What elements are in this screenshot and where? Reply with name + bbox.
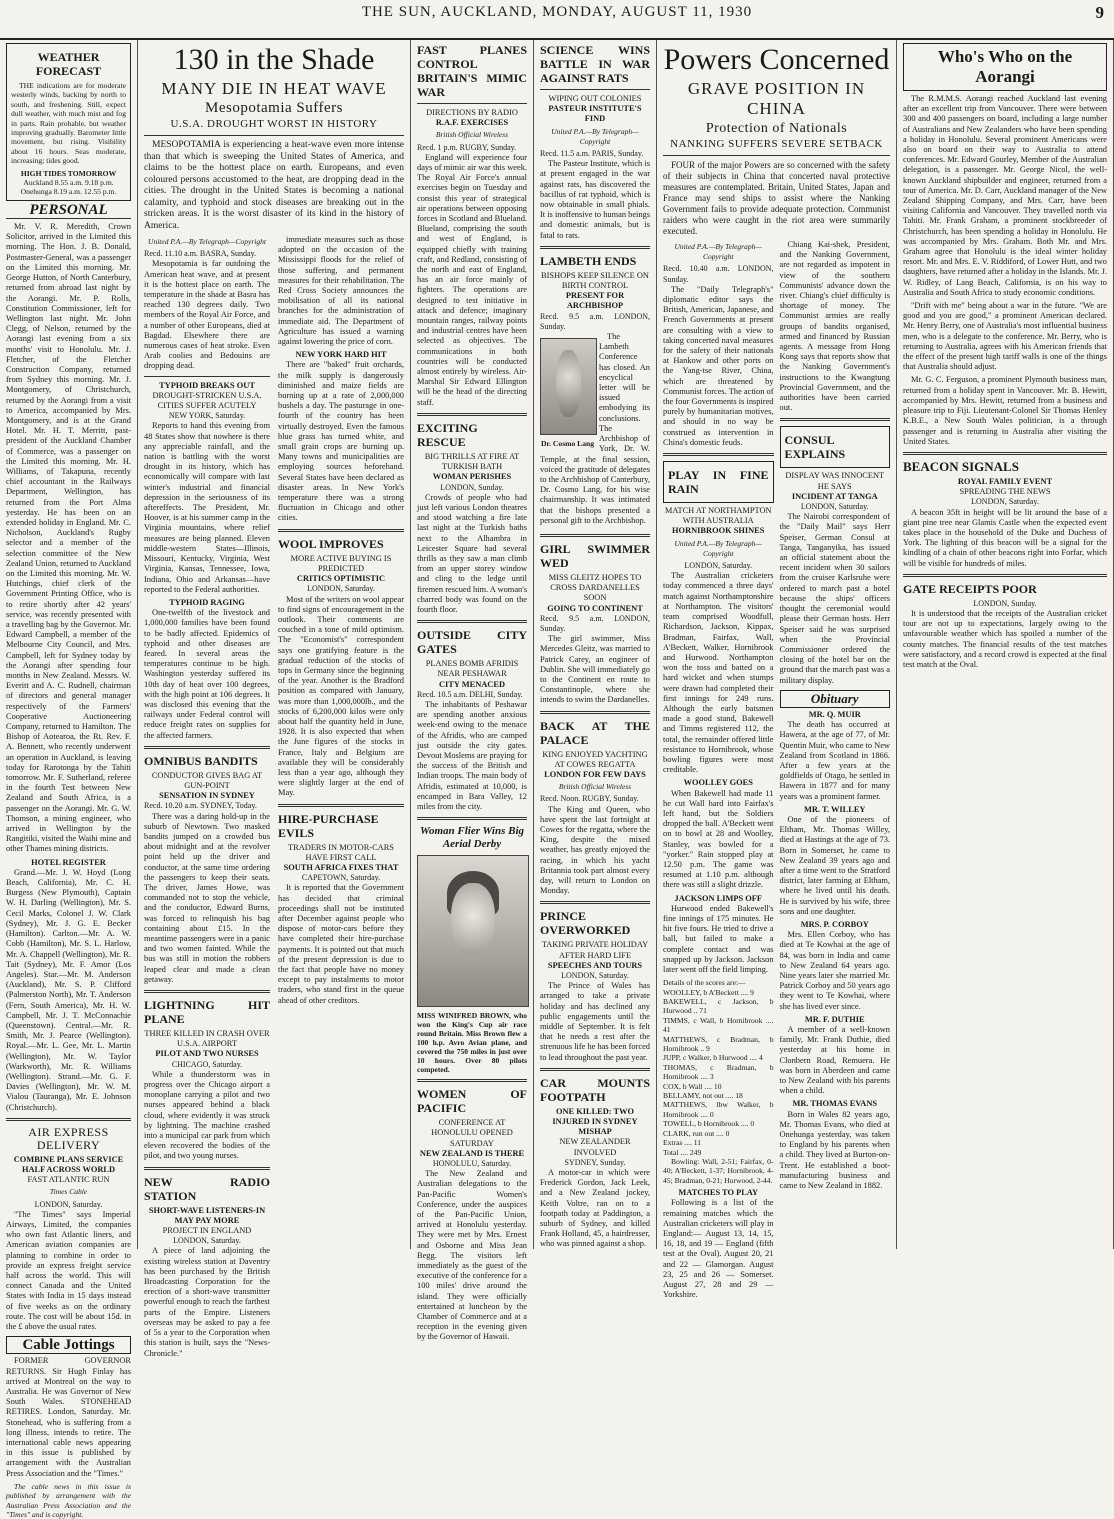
weather-box [6, 43, 131, 201]
muir-head: MR. Q. MUIR [808, 709, 861, 719]
pacific-text: The New Zealand and Australian delegations to the Pan-Pacific Women's Conference, under the auspices of the Pan-Pacific Union, arrived at Honolulu yesterday. They were met by Mrs. Ernest and Osborne and Miss Jean Begg. The visitors left immediately as the guest of the executive of the conference for a 100 miles' drive around the island. They were officially entertained at luncheon by the Chamber of Commerce and at a reception in the evening given by the Governor of Hawaii. [417, 1169, 527, 1342]
column-1 [0, 40, 138, 1519]
car-head: CAR MOUNTS FOOTPATH [540, 1075, 650, 1104]
planes-sub: DIRECTIONS BY RADIO [426, 108, 518, 117]
prince-text: The Prince of Wales has arranged to take a private holiday and has declined any public engagements until the middle of September. It is felt that he needs a rest after the strenuous life he has been forced to lead throughout the past year. [540, 981, 650, 1062]
heat-columns [144, 235, 404, 1362]
divider [540, 534, 650, 537]
divider [540, 89, 650, 90]
pacific-dateline: HONOLULU, Saturday. [432, 1159, 512, 1168]
divider [417, 817, 527, 820]
rescue-text: Crowds of people who had just left various London theatres and stood watching a fire late last night at the Turkish baths next to the Alhambra in Leicester Square had several thrills as they saw a man climb from an upper storey window and cling to the ledge until firemen rescued him. A woman's charred body was found on the fourth floor. [417, 492, 527, 614]
powers-subhead-3: NANKING SUFFERS SEVERE SETBACK [670, 138, 883, 150]
duthie-head: MR. F. DUTHIE [804, 1014, 865, 1024]
score-line: MATTHEWS, lbw Walker, b Hornibrook .... 0 [663, 1100, 774, 1119]
planes-dateline: Recd. 1 p.m. RUGBY, Sunday. [417, 142, 517, 152]
pacific-sub2: NEW ZEALAND IS THERE [419, 1148, 525, 1158]
divider [144, 376, 270, 377]
air-sub2: FAST ATLANTIC RUN [27, 1175, 110, 1185]
corboy-text: Mrs. Ellen Corboy, who has died at Te Kowhai at the age of 84, was born in India and came to New Zealand 64 years ago. Nine years later she married Mr. Patrick Corboy and 50 years ago they went to Te Kowhai, where she has lived ever since. [779, 930, 890, 1011]
powers-left [663, 240, 774, 1303]
divider [6, 1118, 131, 1121]
wool-sub: MORE ACTIVE BUYING IS PREDICTED [290, 553, 392, 573]
heat-subhead-2: Mesopotamia Suffers [205, 100, 343, 116]
swim-dateline: Recd. 9.5 a.m. LONDON, Sunday. [540, 613, 650, 633]
lightning-head: LIGHTNING HIT PLANE [144, 998, 270, 1027]
powers-columns [663, 240, 890, 1303]
score-head: Details of the scores are:— [663, 978, 746, 988]
rescue-dateline: LONDON, Sunday. [440, 482, 504, 492]
powers-subhead: GRAVE POSITION IN CHINA [687, 79, 866, 118]
planes-byline: British Official Wireless [435, 130, 509, 140]
score-line: THOMAS, c Bradman, b Hornibrook .... 3 [663, 1062, 774, 1082]
lightning-text: While a thunderstorm was in progress over the Chicago airport a monoplane carrying a pilot and two nurses appeared behind a black cloud, where evidently it was struck by lightning. The machine crashed into a municipal car park from which eleven recovered the bodies of the pilot, and two young nurses. [144, 1069, 270, 1161]
tides-line-2: Onehunga 8.19 a.m. 12.55 p.m. [20, 187, 117, 197]
rats-text: The Pasteur Institute, which is at present engaged in the war against rats, has discovered the bacillus of rat typhoid, which is now obtainable in small phials. It is inoffensive to human beings and domestic animals, but is fatal to rats. [540, 159, 650, 240]
lightning-sub2: PILOT AND TWO NURSES [155, 1049, 259, 1059]
air-dateline: LONDON, Saturday. [34, 1199, 103, 1209]
radio-sub2: PROJECT IN ENGLAND [162, 1226, 252, 1236]
air-title: AIR EXPRESS DELIVERY [28, 1124, 109, 1152]
divider [417, 620, 527, 623]
lang-photo [540, 338, 597, 435]
rain-head: PLAY IN FINE RAIN [668, 468, 769, 497]
typhoid-head: TYPHOID BREAKS OUT [159, 380, 255, 390]
rescue-sub: BIG THRILLS AT FIRE AT TURKISH BATH [424, 451, 520, 472]
pacific-head: WOMEN OF PACIFIC [417, 1087, 527, 1116]
score-line: CLARK, run out .... 0 [663, 1128, 730, 1138]
omnibus-sub2: SENSATION IN SYDNEY [159, 791, 255, 801]
wool-dateline: LONDON, Saturday. [307, 584, 375, 594]
rain-box [663, 461, 774, 503]
woolley-text: When Bakewell had made 11 he cut Wall hard into Fairfax's left hand, but the Soldiers dropped the ball. A'Beckett went on to bowl at 28 and Woolley, Stanley, was bowled for a "yorker." Rain stopped play at 12.50 p.m. The game was resumed at 1.10 p.m. although there was still a slight drizzle. [663, 788, 774, 890]
gate-head: GATE RECEIPTS POOR [903, 581, 1037, 596]
wool-head: WOOL IMPROVES [278, 536, 384, 551]
corboy-head: MRS. P. CORBOY [800, 919, 869, 929]
heat-subhead-3: U.S.A. DROUGHT WORST IN HISTORY [170, 118, 378, 130]
personal-text: Mr. V. R. Meredith, Crown Solicitor, arrived in the Limited this morning. The Hon. J. B. Donald, Postmaster-General, was a passenger on the Limited this morning. Mr. George Hutton, of North Canterbury, returned from abroad last night by the Aorangi. Mr. P. Rolls, Constitution Commissioner, left for Wellington last night. Mr. John Clegg, of Nelson, returned by the Aorangi last evening from a six months' visit to Honolulu. Mr. J. Fletcher, of the Fletcher Construction Company, returned from Sydney this morning. Mr. J. Montgomery, of Christchurch, returned by the Aorangi from a visit to America, accompanied by Mrs. Montgomery, and is at the Grand Hotel. Mr. H. T. Merritt, past-president of the Auckland Chamber of Commerce, was a passenger on the Limited this morning. Mr. H. Williams, of Takapuna, recently chief accountant in the Railways Department, Wellington, has returned from the Port Alma yesterday. He has been on an extended holiday in England. Mr. C. Nicholson, Auckland's Rugby selector and a member of the selection committee of the New Zealand Union, returned to Auckland on the Limited this morning. Mr. W. Hutchings, chief clerk of the Government Printing Office, who is to retire shortly after 42 years' service, was recently presented with a travelling bag by the Governor. Mr. Edward Campbell, a member of the Melbourne City Council, and Mrs. Campbell, left for Sydney today by the Aorangi after spending four months in New Zealand. Messrs. W. Everitt and A. C. Rudnell, chairman of directors and general manager respectively of the Farmers' Cooperative Auctioneering Company, returned to Hamilton. The Bishop of Aotearoa, the Rt. Rev. F. A. Bennett, who recently underwent an operation in Auckland, is leaving today for Rarotonga by the Tahiti tomorrow. Mr. F. Sutherland, referee in the fourth Test between New Zealand and South Africa, is a passenger on the Aorangi. Mr. G. W. Thomson, a mining engineer, who arrived in Wellington by the Rangitiki, visited the Waihi mine and other Thames mining districts. [6, 222, 131, 854]
score-line: Extras .... 11 [663, 1138, 702, 1148]
heat-subhead: MANY DIE IN HEAT WAVE [161, 79, 387, 98]
prince-sub: TAKING PRIVATE HOLIDAY AFTER HARD LIFE [541, 940, 649, 960]
woolley-head: WOOLLEY GOES [683, 778, 753, 788]
page-number: 9 [1095, 3, 1104, 22]
beacon-dateline: LONDON, Saturday. [971, 497, 1039, 507]
rain-sub: MATCH AT NORTHAMPTON WITH AUSTRALIA [664, 506, 772, 526]
aorangi-title: Who's Who on the Aorangi [903, 43, 1107, 91]
rescue-sub2: WOMAN PERISHES [432, 472, 512, 482]
divider [540, 1068, 650, 1071]
evans-head: MR. THOMAS EVANS [792, 1099, 878, 1109]
column-6 [897, 40, 1114, 1249]
palace-text: The King and Queen, who have spent the last fortnight at Cowes for the regatta, where the King, despite the mixed weather, has greatly enjoyed the racing, in which his yacht Britannia took part almost every day, will return to London on Monday. [540, 804, 650, 896]
swim-sub: MISS GLEITZ HOPES TO CROSS DARDANELLES SOON [548, 572, 642, 603]
heat-left [144, 235, 270, 1362]
weather-title: WEATHER FORECAST [35, 50, 102, 78]
score-line: JUPP, c Walker, b Hurwood .... 4 [663, 1053, 763, 1063]
rain-text: The Australian cricketers today commenced a three days' match against Northamptonshire at Northampton. The visitors' team comprised Woodfull, Richardson, Jackson, Kippax, Bradman, Fairfax, Wall, A'Beckett, Walker, Hornibrook and Hurwood. Northampton won the toss and batted on a hard wicket and when stumps were drawn had completed their first innings for 249 runs. Although the early batsmen made a good stand, Bakewell and Timms registered 112, the total, the remainder offered little resistance to Hornibrook, whose bowling figures were most creditable. [663, 571, 774, 775]
rain-dateline: LONDON, Saturday. [684, 561, 753, 571]
divider [144, 1167, 270, 1170]
radio-dateline: LONDON, Saturday. [173, 1236, 241, 1246]
masthead [0, 0, 1114, 40]
willey-head: MR. T. WILLEY [804, 804, 866, 814]
aorangi-text: The R.M.M.S. Aorangi reached Auckland last evening after an excellent trip from Vancouver. There were between 300 and 400 passengers on board, including a large number of Australians and New Zealanders who have been spending a holiday in Honolulu. Several prominent Americans were also on board on their way to Australia to attend conferences. Mr. Edward Gourley, Member of the Australian delegation, is a passenger. Mr. George Nicol, the well-known Auckland shipbuilder and engineer, returned from a tour of America. Mr. D. Carr, Auckland manager of the New Zealand Shipping Company, and Mrs. Carr, have been visiting California and Vancouver. They travelled north via Tahiti. Mr. Frank Graham, a prominent stockbreeder of Christchurch, has been spending a holiday in Honolulu. He was accompanied by Mrs. Graham. Both Mr. and Mrs. Graham agree that Honolulu is the ideal winter holiday resort. Mr. and Mrs. E. V. Riddiford, of Lower Hutt, and two daughters, have returned after a holiday in the Islands. Mr. J. W. Ridley, of Lang Beach, California, is on his way to Australia and South Africa to study economic conditions. [903, 94, 1107, 297]
heat-right-sub: NEW YORK HARD HIT [295, 350, 387, 360]
beacon-head: BEACON SIGNALS [903, 458, 1019, 474]
fixtures-head: MATCHES TO PLAY [678, 1188, 759, 1198]
beacon-text: A beacon 35ft in height will be lit around the base of a giant pine tree near Glamis Castle when the expected event takes place in the household of the Duke and Duchess of York. The lighting of this beacon will be a signal for the kindling of a chain of other beacons right into Forfar, which will be visible for hundreds of miles. [903, 507, 1107, 568]
masthead-title: THE SUN, AUCKLAND, MONDAY, AUGUST 11, 1930 [361, 4, 753, 20]
powers-subhead-2: Protection of Nationals [705, 121, 848, 136]
planes-head: FAST PLANES CONTROL BRITAIN'S MIMIC WAR [417, 43, 527, 99]
gates-dateline: Recd. 10.5 a.m. DELHI, Sunday. [417, 689, 523, 699]
fever-text: One-twelfth of the livestock and 1,000,000 families have been found to be badly affected. Epidemics of typhoid and other diseases are feared. In several areas the temperatures continue to be high. Washington yesterday suffered its 10th day of heat over 100 degrees, with the high point at 106 degrees. It was disclosed this evening that the railways under Federal control will reduce freight rates on supplies for the affected farmers. [144, 608, 270, 740]
hotel-head: HOTEL REGISTER [31, 857, 106, 867]
column-5 [657, 40, 897, 1300]
swim-head: GIRL SWIMMER WED [540, 541, 650, 570]
fixtures-text: Following is a list of the remaining matches which the Australian cricketers will play in England:— August 13, 14, 15, 16, 18, and 19 — England (fifth test at the Oval). August 20, 21 and 22 — Glamorgan. August 23, 25 and 26 — Somerset. August 27, 28 and 29 — Yorkshire. [663, 1198, 774, 1300]
divider [903, 574, 1107, 577]
powers-right [780, 240, 891, 1303]
flier-caption: MISS WINIFRED BROWN, who won the King's Cup air race round Britain. Miss Brown flew a 100 h.p. Avro Avian plane, and covered the 750 miles in just over 10 hours. Over 80 pilots competed. [417, 1011, 527, 1075]
obit-head: Obituary [780, 690, 891, 708]
prince-dateline: LONDON, Saturday. [561, 971, 629, 981]
ny-dateline: NEW YORK, Saturday. [168, 411, 246, 421]
omnibus-head: OMNIBUS BANDITS [144, 753, 258, 768]
gate-dateline: LONDON, Sunday. [973, 598, 1037, 608]
lambeth-sub2: PRESENT FOR ARCHBISHOP [565, 291, 625, 311]
divider [144, 746, 270, 749]
heat-lead: MESOPOTAMIA is experiencing a heat-wave even more intense than that which is sweeping the United States of America, and claims to be the hottest place on earth. Europeans, and even coloured persons accustomed to the heat, are dropping dead in the cities. The drought in the United States is becoming a national calamity, and typhoid and stock diseases are breaking out in the stricken areas. It is the worst disaster of its kind in the history of America. [144, 140, 404, 231]
powers-dateline: Recd. 10.40 a.m. LONDON, Sunday. [663, 264, 774, 284]
jackson-head: JACKSON LIMPS OFF [674, 893, 762, 903]
heat-byline: United P.A.—By Telegraph—Copyright [148, 237, 266, 246]
planes-text: England will experience four days of mimic air war this week. The Royal Air Force's annual exercises begin on Tuesday and consist this year of strategical air operations between opposing forces in Scotland and Blueland. Blueland, comprising the south and west of England, is equipped chiefly with training craft, and Redland, consisting of the north and east of England, has an air force mainly of fighters. The operations are designed to test initiative in attack and defence; imaginary mountain ranges, railway points and industrial centres have been selected as objectives. The communications in both countries will be conducted almost entirely by wireless. Air-Marshal Sir Edward Ellington will be the head of the directing staff. [417, 152, 527, 407]
aorangi-text-2: "Drift with me" being about a war in the future. "We are good and you are good," a prominent American declared. Mr. Henry Berry, one of Australia's most influential business men, who is a delegate to the conference. Mr. Berry, who is returning to Australia, agrees with his American friends that the effect of the present high tariff walls is one of the things that Australia should adjust. [903, 301, 1107, 372]
lang-face [556, 350, 580, 417]
score-line: COX, b Wall .... 10 [663, 1081, 722, 1091]
rain-byline: United P.A.—By Telegraph—Copyright [674, 538, 762, 558]
hire-dateline: CAPETOWN, Saturday. [301, 873, 381, 883]
planes-sub2: R.A.F. EXERCISES [435, 118, 509, 128]
divider [417, 103, 527, 104]
rats-byline: United P.A.—By Telegraph—Copyright [551, 126, 639, 146]
pacific-sub: CONFERENCE AT HONOLULU OPENED SATURDAY [431, 1118, 513, 1148]
palace-sub: KING ENJOYED YACHTING AT COWES REGATTA [542, 749, 648, 769]
gates-text: The inhabitants of Peshawar are spending another anxious week-end owing to the menace of the Afridis, who are camped just outside the city gates. Devout Moslems are praying for the success of the British and Indian troops. The main body of Afridis, estimated at 10,000, is encamped in Bara Valley, 12 miles from the city. [417, 699, 527, 811]
divider [417, 1079, 527, 1082]
lang-caption: Dr. Cosmo Lang [540, 439, 595, 449]
divider [144, 990, 270, 993]
divider [780, 418, 891, 421]
fever-head: TYPHOID RAGING [169, 597, 245, 607]
rats-sub: WIPING OUT COLONIES [548, 94, 642, 103]
lightning-sub: THREE KILLED IN CRASH OVER U.S.A. AIRPORT [144, 1029, 270, 1049]
duthie-text: A member of a well-known family, Mr. Frank Duthie, died yesterday at his home in Clonbern Road, Remuera. He was born in Aberdeen and came to New Zealand with his parents when a child. [779, 1025, 890, 1096]
flier-photo [417, 855, 529, 1007]
score-line: Total .... 249 [663, 1147, 702, 1157]
palace-head: BACK AT THE PALACE [540, 718, 650, 747]
car-sub2: NEW ZEALANDER INVOLVED [559, 1137, 631, 1157]
flier-face [451, 883, 495, 955]
headline-powers: Powers Concerned [663, 43, 890, 76]
radio-head: NEW RADIO STATION [144, 1174, 270, 1203]
headline-heat: 130 in the Shade [173, 43, 375, 76]
score-line: MATTHEWS, c Bradman, b Hornibrook .. 9 [663, 1034, 774, 1054]
score-line: BAKEWELL, c Jackson, b Hurwood .. 71 [663, 997, 774, 1016]
weather-text: THE indications are for moderate westerly winds, backing by north to south, and freshening. Still, expect dull weather, with much mist and fog in parts. Rain probable, but weather improving gradually. Barometer little movement, but rising. Visibility about 16 hours. Seas moderate, increasing; tides good. [11, 81, 126, 166]
gate-text: It is understood that the receipts of the Australian cricket tour are not up to expectations, largely owing to the unfavourable weather which has spoiled a number of the county matches. The financial results of the test matches were satisfactory, and a record crowd is expected at the final test match at the Oval. [903, 608, 1107, 669]
heat-right-text: There are "baked" fruit orchards, the milk supply is dangerously diminished and maize fields are burning up at a rate of 2,000,000 bushels a day. The pasturage in one-fourth of the country has been virtually destroyed. Even the famous blue grass has turned white, and small grain crops are burning up. Many towns and municipalities are employing sources beforehand. Several States have been declared as disaster areas. In New York's temperature there was a strong fluctuation in Chicago and other cities. [278, 360, 404, 523]
consul-sub2: INCIDENT AT TANGA [791, 491, 878, 501]
lambeth-dateline: Recd. 9.5 a.m. LONDON, Sunday. [540, 311, 650, 331]
heat-right [278, 235, 404, 1362]
car-text: A motor-car in which were Frederick Gordon, Jack Leek, and a New Zealand jockey, Keith Voltre, ran on to a footpath today at Paddington, a suburb of Sydney, and killed Frank Holland, 45, a hairdresser, who was pinned against a shop. [540, 1168, 650, 1249]
willey-text: One of the pioneers of Eltham, Mr. Thomas Willey, died at Hastings at the age of 73. Born in Somerset, he came to New Zealand 39 years ago and after a time went to the Stratford district, later farming at Eltham, where he lived until his death. He is survived by his wife, three sons and one daughter. [779, 814, 890, 916]
score-line: WOOLLEY, b A'Beckett .... 9 [663, 987, 754, 997]
divider [663, 155, 890, 156]
cable-note: The cable news in this issue is published by arrangement with the Australian Press Association and the "Times" and is copyright. [6, 1481, 131, 1519]
consul-box [780, 426, 891, 468]
heat-right-para: immediate measures such as those adopted on the occasion of the Mississippi floods for the relief of those suffering, and permanent measures for their rehabilitation. The Red Cross Society announces the mobilisation of all its national branches for the administration of immediate aid. The Department of Agriculture has issued a warning against lowering the price of corn. [278, 235, 404, 347]
consul-head: CONSUL EXPLAINS [784, 433, 846, 462]
powers-byline: United P.A.—By Telegraph—Copyright [674, 242, 762, 262]
aorangi-text-3: Mr. G. C. Ferguson, a prominent Plymouth business man, returned from a holiday spent in Vancouver. Mr. B. Hewitt, accompanied by Mrs. Hewitt, returned from a business and pleasure trip to Fiji. Lieutenant-Colonel Sir Thomas Henley K.B.E., a New South Wales politician, is a through passenger and is returning to Australia after visiting the United States. [903, 375, 1107, 446]
rats-dateline: Recd. 11.5 a.m. PARIS, Sunday. [540, 149, 644, 159]
cable-text: FORMER GOVERNOR RETURNS. Sir Hugh Finlay has arrived at Montreal on the way to Australia. He was Governor of New South Wales. STONEHEAD RETIRES. London, Saturday. Mr. Stonehead, who is suffering from a long illness, intends to retire. The international cable news appearing in this issue is published by arrangement with the Australian Press Association and the "Times." [6, 1356, 131, 1478]
gates-sub: PLANES BOMB AFRIDIS NEAR PESHAWAR [425, 659, 519, 679]
car-sub: ONE KILLED: TWO INJURED IN SYDNEY MISHAP [552, 1106, 638, 1137]
lang-figure [540, 334, 595, 448]
divider [417, 413, 527, 416]
palace-sub2: LONDON FOR FEW DAYS [544, 769, 646, 779]
consul-text: The Nairobi correspondent of the "Daily Mail" says Herr Speiser, German Consul at Tanga, Tanganyika, has issued an official statement about the recent incident when 30 sailors from the cruiser Karlsruhe were ordered to march past a hotel because the ships' officers thought the ceremonial would please their German hosts. Herr Speiser said he was surprised when the Provincial Commissioner ordered the closing of the hotel bar on the ground that the march past was a military display. [779, 512, 890, 685]
tides-line-1: Auckland 8.55 a.m. 9.18 p.m. [23, 178, 114, 188]
divider [663, 453, 774, 456]
muir-text: The death has occurred at Hawera, at the age of 77, of Mr. Quentin Muir, who came to New Zealand from Scotland in 1866. After a few years at the goldfields of Otago, he settled in Hawera in 1877 and for many years was a prominent farmer. [779, 720, 890, 801]
powers-lead: FOUR of the major Powers are so concerned with the safety of their subjects in China that concerted naval protective measures are contemplated. Britain, United States, Japan and France may send ships to assist where the Nanking Government fails to provide adequate protection. Communist raiders who were caught in the riot area were summarily executed. [663, 160, 890, 236]
wool-sub2: CRITICS OPTIMISTIC [296, 574, 386, 584]
consul-sub: DISPLAY WAS INNOCENT HE SAYS [785, 471, 885, 491]
divider [6, 218, 131, 219]
gates-sub2: CITY MENACED [439, 679, 505, 689]
powers-text-2: Chiang Kai-shek, President, and the Nanking Government, are not regarded as impotent in view of the southern Communists' advance down the river. Chiang's chief difficulty is shortage of money. The Communist armies are really groups of bandits organised, armed and financed by Russian agents. A message from Hong Kong says that reports show that the Nanking Government's instructions to the Kwangtung Provincial Government, and the authorities have been carried out. [779, 240, 890, 413]
swim-text: The girl swimmer, Miss Mercedes Gleitz, was married to Patrick Carey, an engineer of Dublin. She will immediately go to the Continent en route to Constantinople, where she intends to swim the Dardanelles. [540, 634, 650, 705]
omnibus-dateline: Recd. 10.20 a.m. SYDNEY, Today. [144, 801, 257, 811]
column-4 [534, 40, 657, 1249]
powers-text: The "Daily Telegraph's" diplomatic editor says the British, American, Japanese, and French Governments at present are consulting with a view to taking concerted naval measures for the safety of their nationals at Hankow and other ports on the Yang-tse River, China, which are threatened by Communist forces. The action of the four Governments is inspired purely by humanitarian motives, and should in no way be construed as intervention in China's domestic feuds. [663, 284, 774, 447]
divider [278, 529, 404, 532]
rats-head: SCIENCE WINS BATTLE IN WAR AGAINST RATS [540, 43, 650, 85]
hotel-text: Grand.—Mr. J. W. Hoyd (Long Beach, California), Mr. C. H. Burgess (New Plymouth), Captain W. H. Darling (Wellington), Mr. S. Cecil Marks, Colonel J. W. Clark (Sydney), Mr. J. G. E. Becker (Hamilton). Carlton.—Mr. A. W. Cobb (Hamilton), Mr. S. L. Harlow, Mr. A. Chappell (Wellington), Mr. R. Tait (Sydney), Mr. F. Amor (Los Angeles). Star.—Mr. M. Anderson (Auckland), Mr. S. P. Clifford (Palmerston North), Mr. T. Anderson (Fern, South America), Mr. H. W. Campbell, Mr. J. T. McConnachie (Queenstown). Central.—Mr. R. Smith, Mr. J. Pearce (Wellington). Royal.—Mr. L. Gee, Mr. L. Martin (Wellington), Mr. W. Taylor (Warkworth), Mr. R. Williams (Wellington). Strand.—Mr. G. F. Davies (Wellington), Mr. W. M. Vialou (Tauranga), Mr. E. Johnson (Christchurch). [6, 867, 131, 1112]
ny-text: Reports to hand this evening from 48 States show that nowhere is there any appreciable rainfall, and the nation is battling with the worst drought in its history, which has economically will compare with last winter's industrial and financial depression in the seriousness of its aftereffects. The President, Mr. Hoover, is at his summer camp in the Virginia mountains, where relief measures are being planned. Eleven middle-western States—Illinois, Missouri, Kentucky, Virginia, West Virginia, Kansas, Tennessee, Iowa, Indiana, Ohio and Arkansas—have reported to the Federal authorities. [144, 421, 270, 594]
heat-para: Mesopotamia is far outdoing the American heat wave, and at present it is the hottest place on earth. The temperature in the shade at Basra has reached 130 degrees daily. Two members of the Royal Air Force, and a number of other Europeans, died at Bagdad. Elsewhere there are numerous cases of heat stroke. Even Arab coolies and Bedouins are dropping dead. [144, 259, 270, 371]
rats-sub2: PASTEUR INSTITUTE'S FIND [548, 104, 642, 124]
radio-text: A piece of land adjoining the existing wireless station at Daventry has been purchased by the British Broadcasting Corporation for the erection of a short-wave transmitter powerful enough to reach the farthest parts of the Empire. Listeners overseas may be asked to pay a fee of 5s a year to the Corporation when this station is built, says the "News-Chronicle." [144, 1246, 270, 1358]
gates-head: OUTSIDE CITY GATES [417, 628, 527, 657]
personal-title: PERSONAL [29, 201, 108, 218]
lambeth-sub: BISHOPS KEEP SILENCE ON BIRTH CONTROL [541, 270, 649, 291]
wool-text: Most of the writers on wool appear to find signs of encouragement in the outlook. Their comments are couched in a tone of mild optimism. The "Economist's" correspondent says one gratifying feature is the gradual reduction of the stocks of tops in Germany since the beginning of the year. Another is the Bradford position as compared with January, was more than 1,000,000lb., and the stocks of 6,200,000 kilos were only about half the quantity held in June, 1928. It is also expected that when the June figures of the stocks in France, Italy and Belgium are available they will be considerably less than a year ago, although they were slightly larger at the end of May. [278, 594, 404, 798]
cable-title: Cable Jottings [6, 1336, 131, 1354]
rain-sub2: HORNIBROOK SHINES [672, 526, 765, 536]
hire-text: It is reported that the Government has decided that criminal proceedings shall not be instituted after December against people who dispose of motor-cars before they have completed their hire-purchase payments. It is pointed out that much of the present depression is due to the fact that people have no money except to pay instalments to motor traders, who stand first in the queue ahead of other creditors. [278, 883, 404, 1005]
column-2 [138, 40, 411, 1358]
prince-head: PRINCE OVERWORKED [540, 909, 631, 938]
hire-sub2: SOUTH AFRICA FIXES THAT [283, 862, 399, 872]
column-3 [411, 40, 534, 1342]
score-bowling: Bowling: Wall, 2-51; Fairfax, 0-40; A'Beckett, 1-37; Hornibrook, 4-45; Bradman, 0-21; Hurwood, 2-44. [663, 1156, 774, 1185]
divider [144, 135, 404, 136]
score-line: BELLAMY, not out .... 18 [663, 1091, 743, 1101]
score-line: TOWELL, b Hornibrook .... 0 [663, 1119, 755, 1129]
divider [903, 452, 1107, 455]
air-sub: COMBINE PLANS SERVICE HALF ACROSS WORLD [13, 1154, 124, 1174]
heat-dateline: Recd. 11.10 a.m. BASRA, Sunday. [144, 249, 257, 259]
beacon-sub2: SPREADING THE NEWS [959, 487, 1051, 497]
divider [278, 804, 404, 807]
car-dateline: SYDNEY, Sunday. [564, 1157, 626, 1167]
typhoid-sub2: CITIES SUFFER ACUTELY [157, 401, 257, 411]
palace-dateline: Recd. Noon. RUGBY, Sunday. [540, 794, 639, 804]
divider [540, 246, 650, 249]
lambeth-text: The Lambeth Conference has closed. An encyclical letter will be issued embodying its conclusions. The Archbishop of York, Dr. W. Temple, at the final session, voiced the gratitude of delegates to the Archbishop of Canterbury, Dr. Cosmo Lang, for his wise chairmanship. It was intimated that the bishops presented a personal gift to the Archbishop. [540, 332, 650, 525]
radio-sub: SHORT-WAVE LISTENERS-IN MAY PAY MORE [148, 1205, 266, 1225]
divider [540, 711, 650, 714]
lambeth-head: LAMBETH ENDS [540, 253, 637, 268]
beacon-sub: ROYAL FAMILY EVENT [957, 476, 1053, 486]
omnibus-text: There was a daring hold-up in the suburb of Newtown. Two masked bandits jumped on a crowded bus about midnight and at the revolver point held up the driver and conductor, at the same time ordering the passengers to keep their seats. The driver, James Howe, was commanded not to stop the vehicle, and the conductor, Edward Burns, was forced to relinquish his bag containing about £15. In the meantime passengers were in a panic and two women fainted. While the bus was still in motion the robbers leaped clear and made a clean getaway. [144, 811, 270, 984]
score-line: TIMMS, c Wall, b Hornibrook .... 41 [663, 1015, 774, 1035]
rescue-head: EXCITING RESCUE [417, 420, 478, 449]
hire-sub: TRADERS IN MOTOR-CARS HAVE FIRST CALL [288, 842, 394, 862]
air-text: "The Times" says Imperial Airways, Limited, the companies who own fast Atlantic liners, and American aviation companies are planning to combine in order to provide an express freight service half across the world. This will connect Canada and the United States with India in 15 days instead of five weeks as on the ordinary route. The cost will be about 15d. in the £ above the usual rates. [6, 1209, 131, 1331]
prince-sub2: SPEECHES AND TOURS [547, 960, 643, 970]
tides-head: HIGH TIDES TOMORROW [20, 168, 117, 178]
flier-title: Woman Flier Wins Big Aerial Derby [419, 825, 525, 851]
typhoid-sub: DROUGHT-STRICKEN U.S.A. [152, 390, 262, 400]
evans-text: Born in Wales 82 years ago, Mr. Thomas Evans, who died at Onehunga yesterday, was taken to England by his parents when a child. They lived at Burton-on-Trent. He established a boot-manufacturing business and came to New Zealand in 1882. [779, 1109, 890, 1191]
swim-sub2: GOING TO CONTINENT [547, 603, 643, 613]
lightning-dateline: CHICAGO, Saturday. [171, 1059, 243, 1069]
score-list [663, 988, 774, 1157]
consul-dateline: LONDON, Saturday. [800, 502, 869, 512]
air-byline: Times Cable [49, 1187, 88, 1197]
omnibus-sub: CONDUCTOR GIVES BAG AT GUN-POINT [151, 770, 263, 790]
jackson-text: Hurwood ended Bakewell's fine innings of 175 minutes. He hit five fours. He tried to drive a ball, but failed to make a complete contact and was snapped up by Jackson. Jackson later went off the field limping. [663, 903, 774, 974]
divider [540, 901, 650, 904]
hire-head: HIRE-PURCHASE EVILS [278, 811, 379, 840]
palace-byline: British Official Wireless [558, 782, 632, 792]
